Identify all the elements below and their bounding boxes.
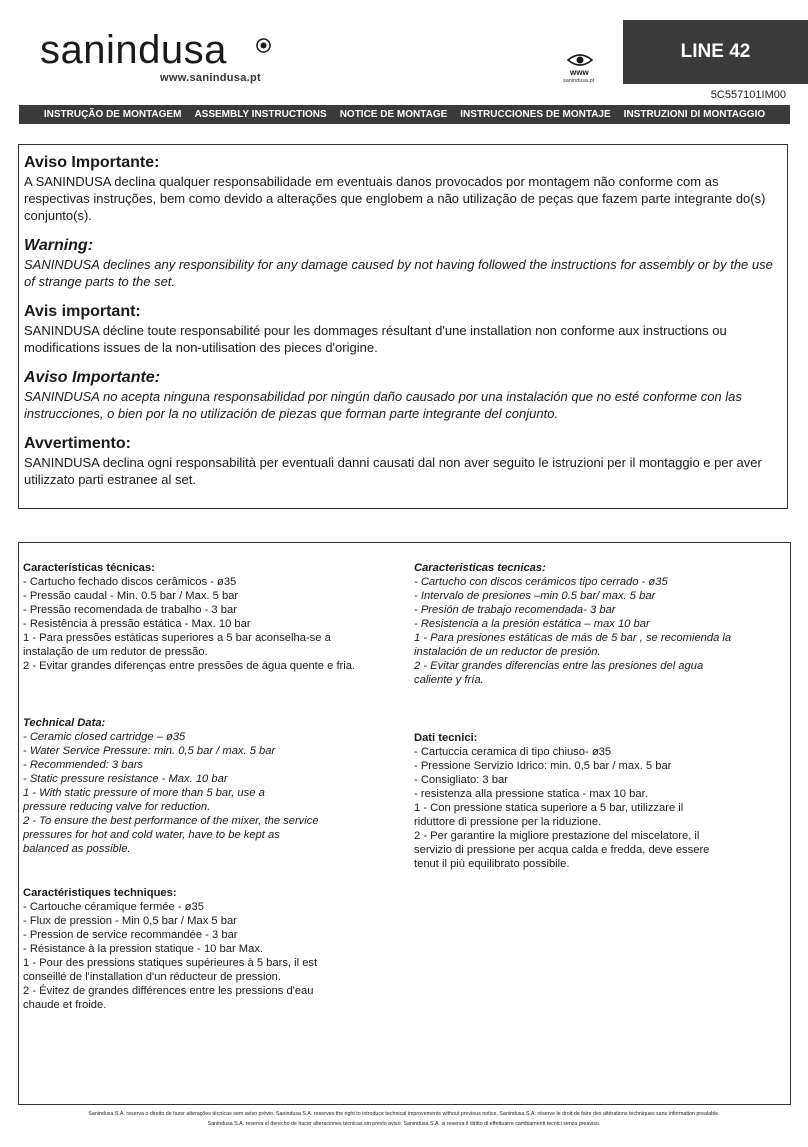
spec-line: 1 - With static pressure of more than 5 bar, use a: [23, 787, 265, 799]
lang-es: INSTRUCCIONES DE MONTAJE: [460, 109, 611, 120]
eye-icon: [566, 52, 594, 68]
language-bar: [19, 105, 790, 124]
spec-line: - Cartucho fechado discos cerâmicos - ø35: [23, 576, 237, 588]
spec-line: - Résistance à la pression statique - 10 bar Max.: [23, 943, 264, 955]
spec-line: - Ceramic closed cartridge – ø35: [23, 731, 186, 743]
product-title-box: [623, 20, 808, 84]
lang-pt: INSTRUÇÃO DE MONTAGEM: [43, 109, 182, 120]
eye-site-label: sanindusa.pt: [563, 78, 595, 84]
warning-text: SANINDUSA no acepta ninguna responsabilidad por ningún daño causado por una instalación que no esté conforme con las instrucciones, o bien por la no utilización de piezas que forman parte integrante del conjunto.: [24, 389, 742, 421]
spec-title: Dati tecnici:: [414, 732, 478, 744]
spec-line: 2 - Evitar grandes diferencias entre las presiones del agua: [414, 660, 704, 672]
spec-line: 1 - Pour des pressions statiques supérieures à 5 bars, il est: [23, 957, 318, 969]
spec-line: - Water Service Pressure: min. 0,5 bar / max. 5 bar: [23, 745, 276, 757]
spec-line: - Cartouche céramique fermée - ø35: [23, 901, 204, 913]
warning-text: SANINDUSA declines any responsibility for any damage caused by not having followed the instructions for assembly or by the use of strange parts to the set.: [24, 257, 773, 289]
spec-line: 1 - Para pressões estáticas superiores a 5 bar aconselha-se a: [23, 632, 331, 644]
brand-logo: sanindusa: [40, 28, 227, 72]
spec-title: Características técnicas:: [23, 562, 155, 574]
product-title: LINE 42: [680, 41, 751, 62]
spec-line: 2 - Evitar grandes diferenças entre pressões de água quente e fria.: [23, 660, 356, 672]
spec-line: instalação de um redutor de pressão.: [23, 646, 208, 658]
spec-line: caliente y fría.: [414, 674, 484, 686]
spec-line: pressure reducing valve for reduction.: [23, 801, 211, 813]
warning-it: [24, 434, 782, 488]
warning-text: SANINDUSA declina ogni responsabilità per eventuali danni causati dal non aver seguito le istruzioni per il montaggio e per aver utilizzato parti estranee al set.: [24, 455, 762, 487]
spec-it: [414, 731, 709, 871]
spec-line: 2 - Évitez de grandes différences entre les pressions d'eau: [23, 985, 314, 997]
spec-line: - Recommended: 3 bars: [23, 759, 144, 771]
warning-title: Avis important:: [24, 303, 141, 320]
spec-title: Caracteristicas tecnicas:: [414, 562, 546, 574]
spec-line: balanced as possible.: [23, 843, 131, 855]
warning-fr: [24, 302, 782, 356]
spec-line: - Pression de service recommandée - 3 bar: [23, 929, 238, 941]
spec-line: - Pressão caudal - Min. 0.5 bar / Max. 5 bar: [23, 590, 239, 602]
spec-line: 2 - Per garantire la migliore prestazione del miscelatore, il: [414, 830, 700, 842]
spec-line: - Pressione Servizio Idrico: min. 0,5 bar / max. 5 bar: [414, 760, 672, 772]
lang-it: INSTRUZIONI DI MONTAGGIO: [623, 109, 766, 120]
spec-en: [23, 716, 319, 856]
lang-en: ASSEMBLY INSTRUCTIONS: [194, 109, 327, 120]
spec-pt: [23, 561, 355, 673]
lang-fr: NOTICE DE MONTAGE: [339, 109, 448, 120]
spec-line: instalación de un reductor de presión.: [414, 646, 601, 658]
website-url: www.sanindusa.pt: [160, 72, 261, 84]
spec-line: - Intervalo de presiones –min 0.5 bar/ max. 5 bar: [414, 590, 656, 602]
spec-title: Caractéristiques techniques:: [23, 887, 177, 899]
spec-line: - resistenza alla pressione statica - max 10 bar.: [414, 788, 648, 800]
warning-text: A SANINDUSA declina qualquer responsabilidade em eventuais danos provocados por montagem não conforme com as respectivas instruções, bem como devido a alterações que englobem a não utilização de peças que fazem parte integrante do(s) conjunto(s).: [24, 174, 766, 223]
spec-line: - Static pressure resistance - Max. 10 bar: [23, 773, 228, 785]
warning-title: Avvertimento:: [24, 435, 131, 452]
spec-line: servizio di pressione per acqua calda e fredda, deve essere: [414, 844, 710, 856]
spec-line: riduttore di pressione per la riduzione.: [414, 816, 602, 828]
spec-line: 2 - To ensure the best performance of the mixer, the service: [23, 815, 319, 827]
spec-line: conseillé de l'installation d'un réducteur de pression.: [23, 971, 282, 983]
spec-line: pressures for hot and cold water, have to be kept as: [23, 829, 280, 841]
warning-title: Aviso Importante:: [24, 369, 161, 386]
spec-fr: [23, 886, 317, 1012]
spec-line: - Flux de pression - Min 0,5 bar / Max 5 bar: [23, 915, 237, 927]
footer-line-1: Sanindusa S.A. reserva o direito de fazer alterações técnicas sem aviso prévio. Sanindusa S.A. reserves the right to introduce technical improvements without previous notice. Sanindusa S.A. réserve le droit de faire des altérations techniques sans information prealable.: [88, 1111, 720, 1117]
spec-line: - Cartuccia ceramica di tipo chiuso- ø35: [414, 746, 612, 758]
spec-title: Technical Data:: [23, 717, 106, 729]
spec-es: [414, 561, 731, 687]
spec-line: - Resistencia a la presión estática – max 10 bar: [414, 618, 650, 630]
spec-line: tenut il più equilibrato possibile.: [414, 858, 570, 870]
spec-line: - Pressão recomendada de trabalho - 3 bar: [23, 604, 237, 616]
spec-line: 1 - Para presiones estáticas de más de 5 bar , se recomienda la: [414, 632, 732, 644]
warning-pt: [24, 153, 782, 224]
spec-line: chaude et froide.: [23, 999, 107, 1011]
warning-es: [24, 368, 782, 422]
warning-title: Warning:: [24, 237, 94, 254]
eye-www-label: www: [570, 68, 589, 77]
document-code: 5C557101IM00: [710, 89, 786, 101]
warning-en: [24, 236, 782, 290]
warning-text: SANINDUSA décline toute responsabilité pour les dommages résultant d'une installation non conforme aux instructions ou modifications issues de la non-utilisation des pieces d'origine.: [24, 323, 727, 355]
logo-mark-icon: [256, 38, 271, 53]
spec-line: - Presión de trabajo recomendada- 3 bar: [414, 604, 616, 616]
spec-line: - Resistência à pressão estática - Max. 10 bar: [23, 618, 251, 630]
footer-line-2: Sanindusa S.A. reserva el derecho de hacer alteraciones técnicas sin previo aviso. Sanindusa S.A. si reserva il diritto di effettuarre cambiamenti tecnici senza preaviso.: [207, 1121, 601, 1127]
warnings-box: [18, 144, 788, 509]
warning-title: Aviso Importante:: [24, 154, 160, 171]
spec-line: - Consigliato: 3 bar: [414, 774, 508, 786]
spec-line: 1 - Con pressione statica superiore a 5 bar, utilizzare il: [414, 802, 684, 814]
spec-line: - Cartucho con discos cerámicos tipo cerrado - ø35: [414, 576, 668, 588]
